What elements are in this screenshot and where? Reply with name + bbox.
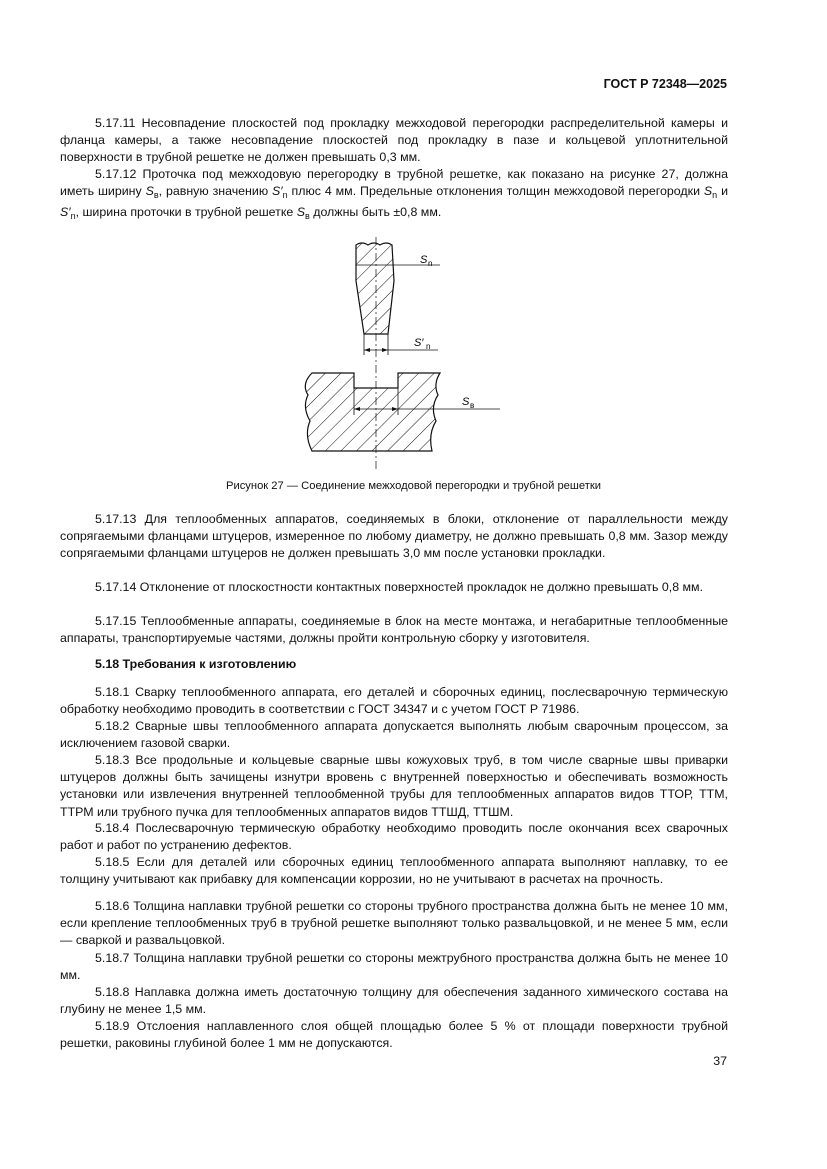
tube-sheet — [305, 373, 440, 451]
paragraph-5-18-5: 5.18.5 Если для деталей или сборочных единиц теплообменного аппарата выполняют наплавку, то ее толщину учитывают как прибавку для компенсации коррозии, но не учитывают в расчетах на прочность. — [60, 855, 728, 887]
figure-27-drawing — [290, 237, 530, 469]
paragraph-5-18-3: 5.18.3 Все продольные и кольцевые сварные швы кожуховых труб, в том числе сварные швы приварки штуцеров должны быть зачищены изнутри вровень с внутренней поверхностью и обеспечивать возможность установки или извлечения внутренней теплообменной трубы для теплообменных аппаратов видов ТТОР, ТТМ, ТТРМ или трубного пучка для теплообменных аппаратов видов ТТШД, ТТШМ. — [60, 753, 728, 819]
paragraph-5-17-12: 5.17.12 Проточка под межходовую перегородку в трубной решетке, как показано на рисунке 27, должна иметь ширину $S_в$, равную значению $S'_n$ плюс 4 мм. Предельные отклонения толщин межходовой перегородки $S_n$ и $S'_n$, ширина проточки в трубной решетке $S_в$ должны быть ±0,8 мм. — [60, 167, 729, 222]
label-sn-prime: S′ — [414, 337, 424, 349]
paragraph-5-18-1: 5.18.1 Сварку теплообменного аппарата, его деталей и сборочных единиц, послесварочную термическую обработку необходимо проводить в соответствии с ГОСТ 34347 и с учетом ГОСТ Р 71986. — [60, 685, 728, 717]
paragraph-5-18-4: 5.18.4 Послесварочную термическую обработку необходимо проводить после окончания всех сварочных работ и работ по устранению дефектов. — [60, 821, 728, 853]
label-sv-sub: в — [470, 401, 475, 410]
label-sv: S — [462, 396, 470, 408]
partition-body — [356, 243, 394, 334]
paragraph-5-17-11: 5.17.11 Несовпадение плоскостей под прокладку межходовой перегородки распределительной камеры и фланца камеры, а также несовпадение плоскостей под прокладку в пазе и кольцевой уплотнительной поверхности в трубной решетке не должен превышать 0,3 мм. — [60, 116, 728, 165]
label-sn-sub: n — [428, 259, 433, 268]
paragraph-5-18-8: 5.18.8 Наплавка должна иметь достаточную толщину для обеспечения заданного химического состава на глубину не менее 1,5 мм. — [60, 985, 728, 1017]
figure-caption: Рисунок 27 — Соединение межходовой перегородки и трубной решетки — [226, 480, 601, 492]
paragraph-5-17-14: 5.17.14 Отклонение от плоскостности контактных поверхностей прокладок не должно превышать 0,8 мм. — [95, 580, 704, 594]
document-header: ГОСТ Р 72348—2025 — [603, 77, 727, 91]
section-heading-5-18: 5.18 Требования к изготовлению — [95, 657, 297, 671]
paragraph-5-18-9: 5.18.9 Отслоения наплавленного слоя общей площадью более 5 % от площади поверхности трубной решетки, раковины глубиной более 1 мм не допускаются. — [60, 1019, 728, 1051]
paragraph-5-18-6: 5.18.6 Толщина наплавки трубной решетки со стороны трубного пространства должна быть не менее 10 мм, если крепление теплообменных труб в трубной решетке выполняют только развальцовкой, и не менее 5 мм, если — сваркой и развальцовкой. — [60, 899, 728, 948]
paragraph-5-17-13: 5.17.13 Для теплообменных аппаратов, соединяемых в блоки, отклонение от параллельности между сопрягаемыми фланцами штуцеров, измеренное по любому диаметру, не должно превышать 0,8 мм. Зазор между сопрягаемыми фланцами штуцеров не должен превышать 3,0 мм после установки прокладки. — [60, 512, 728, 561]
paragraph-5-17-15: 5.17.15 Теплообменные аппараты, соединяемые в блок на месте монтажа, и негабаритные теплообменные аппараты, транспортируемые частями, должны пройти контрольную сборку у изготовителя. — [60, 614, 728, 646]
label-sn-prime-sub: n — [426, 342, 431, 351]
page-number: 37 — [713, 1054, 727, 1068]
paragraph-5-18-7: 5.18.7 Толщина наплавки трубной решетки со стороны межтрубного пространства должна быть не менее 10 мм. — [60, 951, 728, 983]
label-sn: S — [420, 254, 428, 266]
paragraph-5-18-2: 5.18.2 Сварные швы теплообменного аппарата допускается выполнять любым сварочным процессом, за исключением газовой сварки. — [60, 719, 728, 751]
